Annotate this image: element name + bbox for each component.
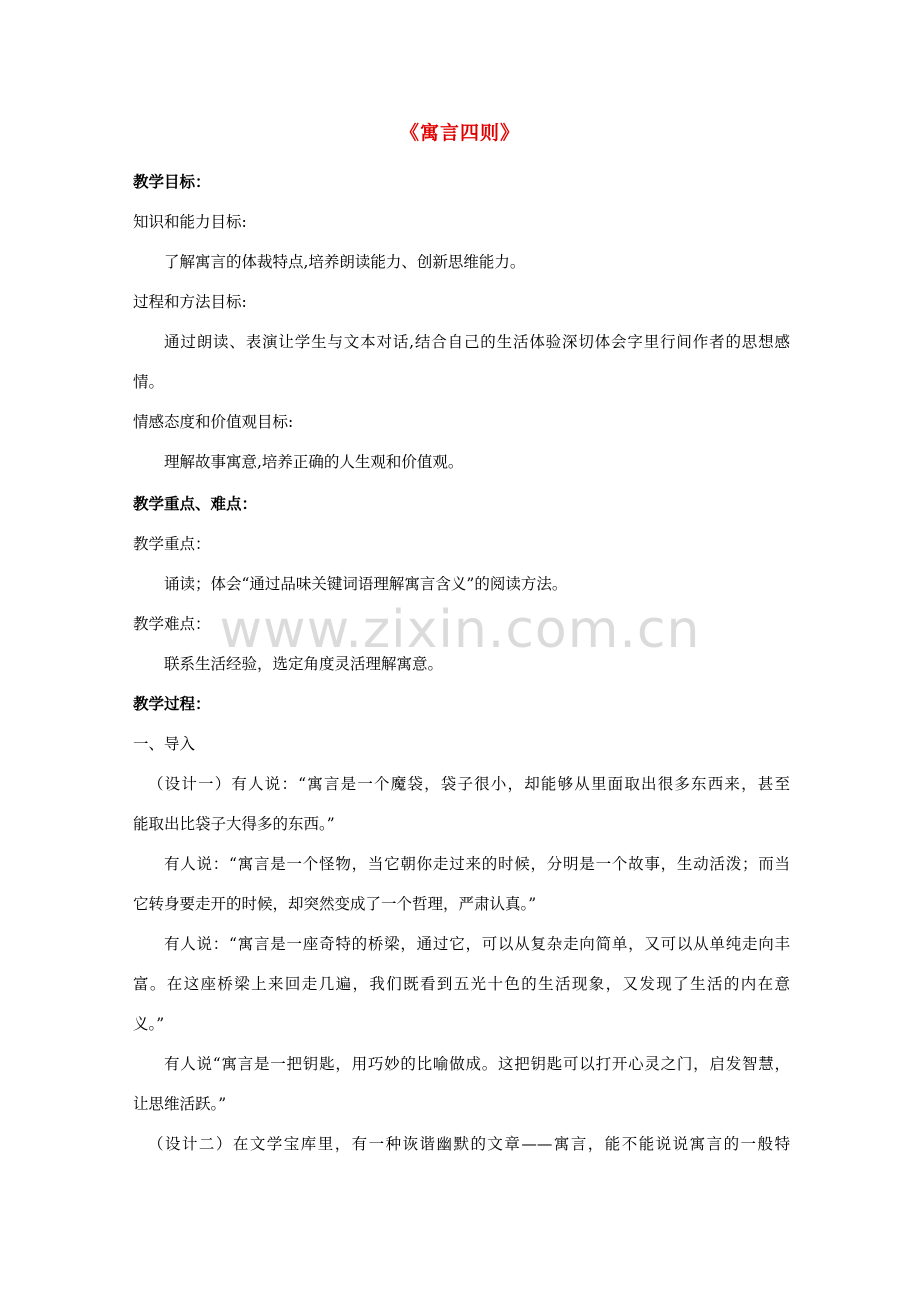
paragraph-2-line2: 它转身要走开的时候，却突然变成了一个哲理，严肃认真。” xyxy=(133,895,537,913)
knowledge-label: 知识和能力目标: xyxy=(133,213,247,231)
process-text-line1: 通过朗读、表演让学生与文本对话,结合自己的生活体验深切体会字里行间作者的思想感 xyxy=(164,333,790,351)
difficult-label: 教学难点： xyxy=(133,615,211,633)
paragraph-4-line2: 让思维活跃。” xyxy=(133,1095,227,1113)
emotion-text: 理解故事寓意,培养正确的人生观和价值观。 xyxy=(164,453,464,471)
heading-teaching-goals: 教学目标： xyxy=(133,172,211,191)
heading-key-points: 教学重点、难点： xyxy=(133,494,258,513)
paragraph-3-line2: 富。在这座桥梁上来回走几遍，我们既看到五光十色的生活现象，又发现了生活的内在意 xyxy=(133,975,790,993)
paragraph-4-line1: 有人说“寓言是一把钥匙，用巧妙的比喻做成。这把钥匙可以打开心灵之门，启发智慧， xyxy=(164,1055,790,1073)
difficult-text: 联系生活经验，选定角度灵活理解寓意。 xyxy=(164,655,444,673)
paragraph-3-line3: 义。” xyxy=(133,1015,165,1033)
paragraph-1-line1: （设计一）有人说：“寓言是一个魔袋，袋子很小，却能够从里面取出很多东西来，甚至 xyxy=(148,775,790,793)
paragraph-3-line1: 有人说：“寓言是一座奇特的桥梁，通过它，可以从复杂走向简单，又可以从单纯走向丰 xyxy=(164,935,790,953)
process-text-line2: 情。 xyxy=(133,373,165,391)
emotion-label: 情感态度和价值观目标: xyxy=(133,413,294,431)
key-label: 教学重点： xyxy=(133,535,211,553)
paragraph-2-line1: 有人说：“寓言是一个怪物，当它朝你走过来的时候，分明是一个故事，生动活泼；而当 xyxy=(164,855,790,873)
heading-teaching-process: 教学过程： xyxy=(133,694,211,713)
process-label: 过程和方法目标: xyxy=(133,293,247,311)
paragraph-1-line2: 能取出比袋子大得多的东西。” xyxy=(133,815,335,833)
section-intro: 一、导入 xyxy=(133,735,196,753)
watermark: www.zixin.com.cn xyxy=(219,600,701,660)
document-title: 《寓言四则》 xyxy=(399,122,520,144)
paragraph-5-line1: （设计二）在文学宝库里，有一种诙谐幽默的文章——寓言，能不能说说寓言的一般特 xyxy=(148,1135,790,1153)
key-text: 诵读；体会“通过品味关键词语理解寓言含义”的阅读方法。 xyxy=(164,575,568,593)
knowledge-text: 了解寓言的体裁特点,培养朗读能力、创新思维能力。 xyxy=(164,253,526,271)
